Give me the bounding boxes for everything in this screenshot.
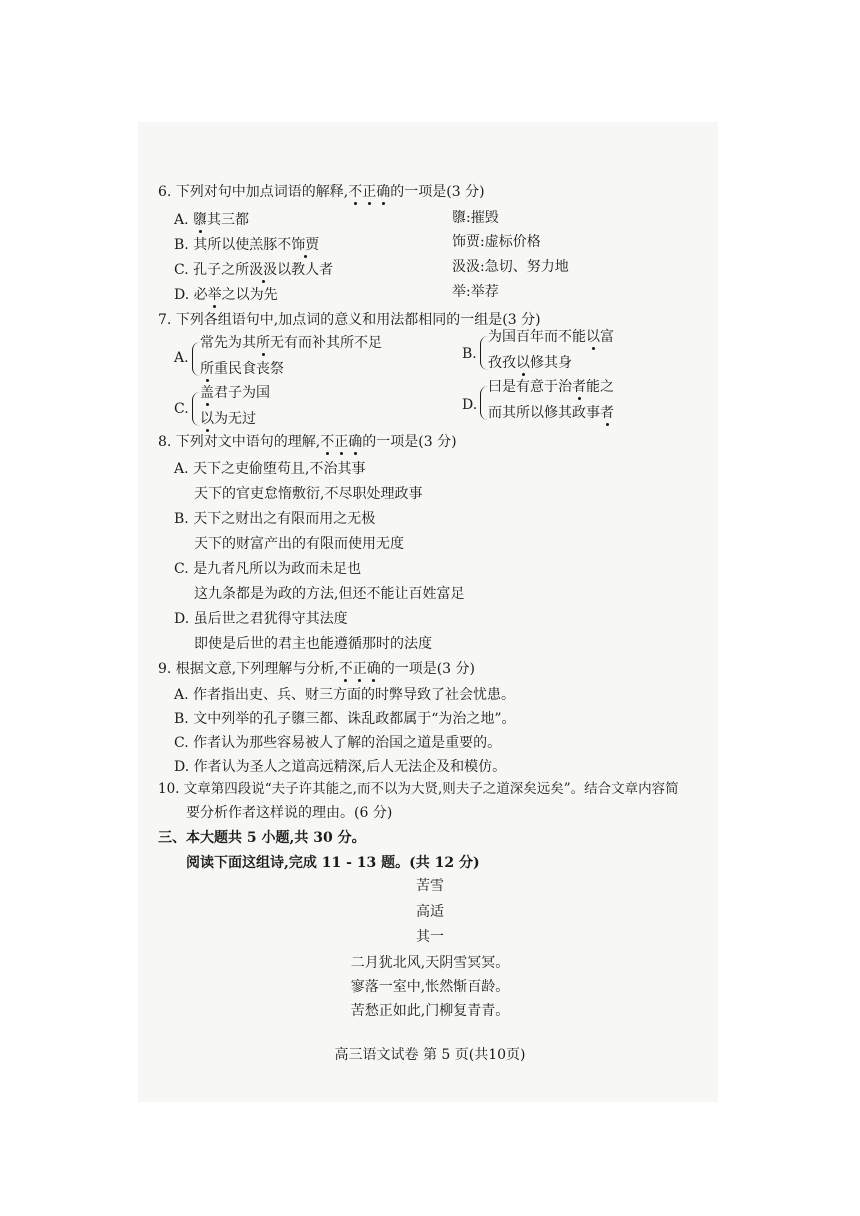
- emphasis-char: 不: [348, 184, 363, 200]
- q8-option-b-translation: 天下的财富产出的有限而使用无度: [194, 536, 404, 552]
- q9-option-b: B. 文中列举的孔子隳三都、诛乱政都属于“为治之地”。: [174, 711, 516, 727]
- q8-option-c-translation: 这九条都是为政的方法,但还不能让百姓富足: [194, 586, 465, 602]
- emphasis-char: 正: [334, 434, 349, 450]
- emphasis-char: 确: [348, 434, 363, 450]
- q6-option-d: D. 必举之以为先: [174, 287, 278, 303]
- q7-option-b-label: B.: [462, 346, 477, 362]
- q7-option-c-label: C.: [174, 401, 189, 417]
- q7-option-a-label: A.: [174, 350, 189, 366]
- q6-gloss-c: 汲汲:急切、努力地: [452, 259, 569, 275]
- q7-stem: 7. 下列各组语句中,加点词的意义和用法都相同的一组是(3 分): [158, 312, 541, 328]
- q8-option-d-translation: 即使是后世的君主也能遵循那时的法度: [194, 636, 432, 652]
- emphasis-char: 不: [320, 434, 335, 450]
- emphasis-char: 确: [376, 184, 391, 200]
- emphasis-char: 正: [352, 661, 367, 677]
- emphasis-char: 不: [338, 661, 353, 677]
- q6-option-a-dotted: 隳: [193, 212, 208, 228]
- q8-option-a-translation: 天下的官吏怠惰敷衍,不尽职处理政事: [194, 486, 423, 502]
- q7-option-b-line2: 孜孜以修其身: [488, 355, 572, 371]
- poem-line: 二月犹北风,天阴雪冥冥。: [350, 955, 510, 971]
- q6-option-b: B. 其所以使羔豚不饰贾: [174, 237, 320, 253]
- q7-option-a-line2: 所重民食丧祭: [200, 361, 284, 377]
- q7-option-c-line2: 以为无过: [200, 411, 256, 427]
- q10-stem-line1: 10. 文章第四段说“夫子许其能之,而不以为大贤,则夫子之道深矣远矣”。结合文章内容简: [158, 781, 679, 797]
- q6-stem-emphasis: [348, 184, 390, 200]
- q10-stem-line2: 要分析作者这样说的理由。(6 分): [186, 805, 393, 821]
- q8-option-d: D. 虽后世之君犹得守其法度: [174, 611, 348, 627]
- page-footer: 高三语文试卷 第 5 页(共10页): [334, 1047, 526, 1063]
- q8-option-b: B. 天下之财出之有限而用之无极: [174, 511, 376, 527]
- q9-stem-emphasis: [339, 661, 381, 677]
- q6-option-c-dotted: 汲汲: [249, 262, 278, 278]
- q6-option-c: C. 孔子之所汲汲以教人者: [174, 262, 334, 278]
- q6-stem: 6. 下列对句中加点词语的解释,不正确的一项是(3 分): [158, 184, 485, 200]
- q7-option-d-label: D.: [462, 397, 478, 413]
- poem-title: 苦雪: [416, 878, 444, 894]
- q8-option-c: C. 是九者凡所以为政而未足也: [174, 561, 362, 577]
- poem-line: 苦愁正如此,门柳复青青。: [350, 1003, 510, 1019]
- q8-stem: 8. 下列对文中语句的理解,不正确的一项是(3 分): [158, 434, 457, 450]
- q6-option-d-dotted: 举: [207, 287, 222, 303]
- q7-option-c-line1: 盖君子为国: [200, 385, 270, 401]
- poem-line: 寥落一室中,怅然惭百龄。: [350, 979, 510, 995]
- q8-stem-emphasis: [320, 434, 362, 450]
- q9-option-d: D. 作者认为圣人之道高远精深,后人无法企及和模仿。: [174, 759, 507, 775]
- section-3-instruction: 阅读下面这组诗,完成 11 - 13 题。(共 12 分): [186, 855, 480, 871]
- q7-option-d-line2: 而其所以修其政事者: [488, 405, 614, 421]
- q6-gloss-b: 饰贾:虚标价格: [452, 234, 541, 250]
- poem-part: 其一: [416, 929, 444, 945]
- q7-option-b-line1: 为国百年而不能以富: [488, 329, 614, 345]
- q7-option-a-line1: 常先为其所无有而补其所不足: [200, 335, 382, 351]
- q9-stem: 9. 根据文意,下列理解与分析,不正确的一项是(3 分): [158, 661, 475, 677]
- q6-gloss-a: 隳:摧毁: [452, 210, 499, 226]
- emphasis-char: 确: [366, 661, 381, 677]
- q6-gloss-d: 举:举荐: [452, 284, 499, 300]
- q9-option-c: C. 作者认为那些容易被人了解的治国之道是重要的。: [174, 735, 502, 751]
- poem-author: 高适: [416, 904, 444, 920]
- q7-option-d-line1: 曰是有意于治者能之: [488, 379, 614, 395]
- q6-option-b-dotted: 饰贾: [291, 237, 320, 253]
- q9-option-a: A. 作者指出吏、兵、财三方面的时弊导致了社会忧患。: [174, 687, 516, 703]
- emphasis-char: 正: [362, 184, 377, 200]
- q6-option-a: A. 隳其三都: [174, 212, 250, 228]
- q8-option-a: A. 天下之吏偷堕苟且,不治其事: [174, 461, 366, 477]
- section-3-heading: 三、本大题共 5 小题,共 30 分。: [158, 830, 366, 846]
